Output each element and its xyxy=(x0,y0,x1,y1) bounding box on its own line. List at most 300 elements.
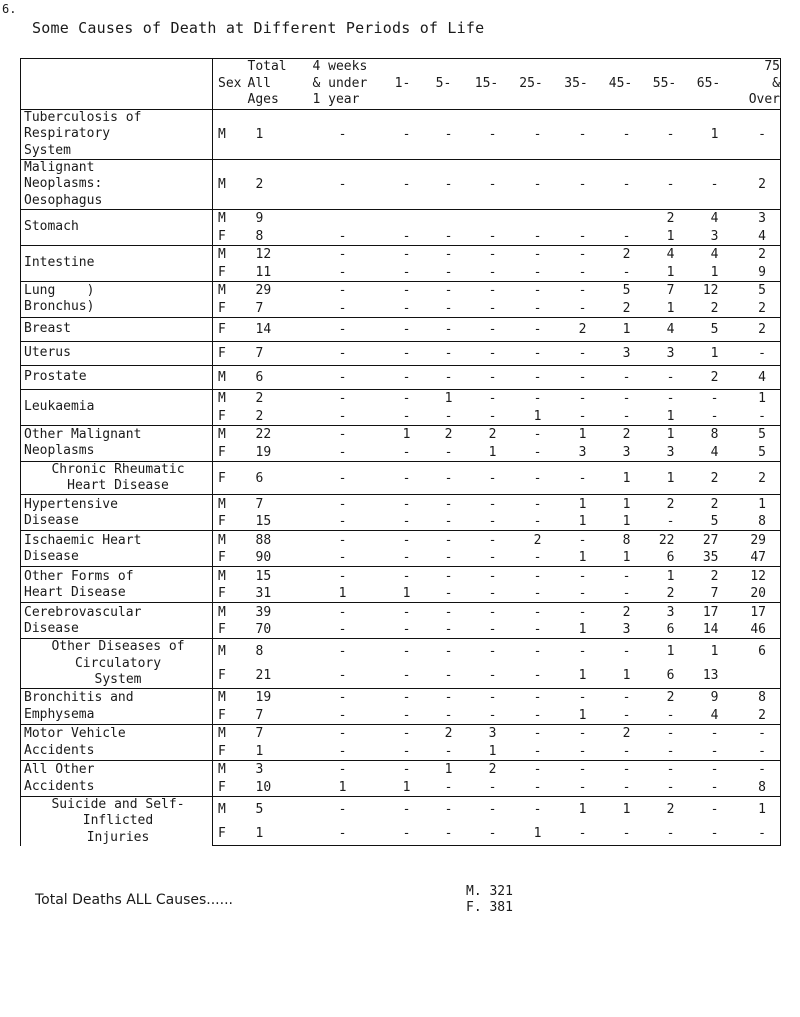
value-cell: - xyxy=(303,495,383,513)
value-cell: - xyxy=(465,689,509,707)
value-cell: 9 xyxy=(731,263,781,281)
value-cell: - xyxy=(423,159,465,209)
value-cell: - xyxy=(488,264,497,280)
cause-label xyxy=(21,389,213,425)
value-cell: - xyxy=(402,743,411,759)
value-cell: - xyxy=(444,514,453,530)
cause-label-line: Leukaemia xyxy=(24,399,95,415)
sex-cell: M xyxy=(213,109,248,159)
cause-label-line: Bronchus) xyxy=(24,299,95,315)
value-cell: 1 xyxy=(383,425,423,443)
value-cell: - xyxy=(423,109,465,159)
cause-label-line: Motor Vehicle xyxy=(24,726,126,742)
value-cell: 1 xyxy=(578,622,587,638)
value-cell: 2 xyxy=(599,245,643,263)
value-cell xyxy=(554,209,599,227)
value-cell: - xyxy=(622,707,631,723)
value-cell: - xyxy=(533,264,542,280)
cause-label-line: Emphysema xyxy=(24,706,95,722)
cause-label xyxy=(21,725,213,761)
value-cell: 6 xyxy=(666,668,675,684)
sex-cell: M xyxy=(213,689,248,707)
header-age-1: 1- xyxy=(383,59,423,110)
total-cell: 29 xyxy=(248,281,303,299)
value-cell: - xyxy=(554,531,599,549)
value-cell: - xyxy=(554,365,599,389)
value-cell: - xyxy=(465,531,509,549)
value-cell: 8 xyxy=(731,779,781,797)
total-cell: 2 xyxy=(248,159,303,209)
value-cell: 7 xyxy=(710,586,719,602)
sex-cell: F xyxy=(218,743,226,759)
value-cell: - xyxy=(444,779,453,795)
value-cell: 2 xyxy=(599,725,643,743)
value-cell: - xyxy=(731,743,781,761)
value-cell: - xyxy=(578,779,587,795)
value-cell: - xyxy=(488,228,497,244)
value-cell: - xyxy=(423,639,465,664)
value-cell: - xyxy=(731,761,781,779)
value-cell: 1 xyxy=(599,797,643,822)
value-cell: 6 xyxy=(666,622,675,638)
value-cell: - xyxy=(710,743,719,759)
value-cell: 1 xyxy=(643,639,687,664)
value-cell: - xyxy=(303,317,383,341)
sex-cell: F xyxy=(218,779,226,795)
value-cell: - xyxy=(383,317,423,341)
cause-label xyxy=(21,761,213,797)
total-cell: 7 xyxy=(255,300,264,316)
sex-cell: M xyxy=(213,159,248,209)
value-cell: 1 xyxy=(687,639,731,664)
value-cell: - xyxy=(710,779,719,795)
value-cell: 1 xyxy=(578,668,587,684)
value-cell: - xyxy=(303,567,383,585)
value-cell: 12 xyxy=(687,281,731,299)
value-cell: - xyxy=(554,389,599,407)
value-cell: 14 xyxy=(702,622,719,638)
total-cell: 14 xyxy=(248,317,303,341)
sex-cell: F xyxy=(213,317,248,341)
value-cell: - xyxy=(338,300,347,316)
value-cell: - xyxy=(554,689,599,707)
value-cell: - xyxy=(444,264,453,280)
value-cell: - xyxy=(383,567,423,585)
value-cell: 1 xyxy=(578,707,587,723)
cause-label xyxy=(21,797,213,846)
value-cell: - xyxy=(402,550,411,566)
value-cell: - xyxy=(423,461,465,495)
table-body xyxy=(21,109,781,846)
value-cell: - xyxy=(444,408,453,424)
value-cell: - xyxy=(383,689,423,707)
value-cell: - xyxy=(509,797,554,822)
value-cell: - xyxy=(578,408,587,424)
value-cell: 2 xyxy=(509,531,554,549)
value-cell: 1 xyxy=(578,514,587,530)
value-cell: 3 xyxy=(578,444,587,460)
value-cell: - xyxy=(710,408,719,424)
causes-of-death-table xyxy=(20,58,781,846)
value-cell: - xyxy=(444,444,453,460)
value-cell: - xyxy=(687,761,731,779)
value-cell: - xyxy=(338,444,347,460)
value-cell: - xyxy=(423,531,465,549)
value-cell: 1 xyxy=(423,761,465,779)
value-cell: 7 xyxy=(643,281,687,299)
value-cell: - xyxy=(423,689,465,707)
header-age-5: 5- xyxy=(423,59,465,110)
value-cell: - xyxy=(423,281,465,299)
value-cell: - xyxy=(578,264,587,280)
value-cell: 2 xyxy=(687,495,731,513)
value-cell: - xyxy=(465,109,509,159)
header-row xyxy=(21,59,781,110)
table-row xyxy=(21,603,781,621)
value-cell: - xyxy=(383,639,423,664)
value-cell: - xyxy=(533,779,542,795)
value-cell: 20 xyxy=(731,585,781,603)
cause-label-line: Hypertensive xyxy=(24,496,118,512)
value-cell: - xyxy=(465,317,509,341)
sex-cell: F xyxy=(213,821,248,846)
value-cell: - xyxy=(578,300,587,316)
value-cell: 1 xyxy=(666,300,675,316)
value-cell: 4 xyxy=(643,245,687,263)
value-cell: 1 xyxy=(554,495,599,513)
value-cell: 27 xyxy=(687,531,731,549)
value-cell: 4 xyxy=(710,707,719,723)
table-row xyxy=(21,425,781,443)
value-cell: 4 xyxy=(687,209,731,227)
cause-label-line: Disease xyxy=(24,512,79,528)
value-cell: - xyxy=(338,743,347,759)
value-cell: - xyxy=(303,365,383,389)
value-cell: - xyxy=(643,725,687,743)
sex-cell: M xyxy=(213,639,248,664)
value-cell: - xyxy=(554,341,599,365)
cause-label xyxy=(21,495,213,531)
value-cell: 3 xyxy=(666,444,675,460)
value-cell: - xyxy=(533,743,542,759)
value-cell: 5 xyxy=(599,281,643,299)
value-cell: 1 xyxy=(578,550,587,566)
value-cell: - xyxy=(488,707,497,723)
value-cell: - xyxy=(423,603,465,621)
value-cell: - xyxy=(599,389,643,407)
value-cell: 17 xyxy=(687,603,731,621)
value-cell: - xyxy=(488,550,497,566)
value-cell: - xyxy=(402,228,411,244)
value-cell: - xyxy=(599,689,643,707)
value-cell: - xyxy=(666,743,675,759)
value-cell: - xyxy=(533,668,542,684)
value-cell: 1 xyxy=(402,586,411,602)
value-cell: 1 xyxy=(687,341,731,365)
value-cell: - xyxy=(303,461,383,495)
table-row xyxy=(21,109,781,159)
total-cell: 7 xyxy=(248,341,303,365)
value-cell: - xyxy=(488,300,497,316)
value-cell: - xyxy=(402,300,411,316)
value-cell: 2 xyxy=(687,365,731,389)
value-cell: - xyxy=(599,159,643,209)
value-cell: 1 xyxy=(731,495,781,513)
value-cell: 1 xyxy=(666,228,675,244)
value-cell: - xyxy=(488,586,497,602)
value-cell: - xyxy=(533,514,542,530)
value-cell: 9 xyxy=(687,689,731,707)
sex-cell: M xyxy=(213,425,248,443)
value-cell: - xyxy=(444,668,453,684)
header-age-45: 45- xyxy=(599,59,643,110)
value-cell: - xyxy=(402,707,411,723)
value-cell: - xyxy=(303,389,383,407)
value-cell: 1 xyxy=(687,109,731,159)
cause-label xyxy=(21,365,213,389)
value-cell: 5 xyxy=(687,317,731,341)
sex-cell: F xyxy=(218,707,226,723)
total-cell: 31 xyxy=(255,586,272,602)
value-cell: - xyxy=(509,281,554,299)
cause-label-line: Uterus xyxy=(24,345,71,361)
value-cell: - xyxy=(383,495,423,513)
value-cell: 2 xyxy=(423,725,465,743)
value-cell: - xyxy=(554,245,599,263)
value-cell: - xyxy=(554,639,599,664)
total-cell: 2 xyxy=(248,389,303,407)
value-cell: - xyxy=(578,743,587,759)
total-cell: 2 xyxy=(255,408,264,424)
table-row xyxy=(21,209,781,227)
value-cell: - xyxy=(383,341,423,365)
sex-cell: F xyxy=(218,514,226,530)
cause-label-line: Prostate xyxy=(24,369,87,385)
value-cell: - xyxy=(423,797,465,822)
value-cell: 5 xyxy=(731,425,781,443)
sex-cell: F xyxy=(218,408,226,424)
value-cell: - xyxy=(465,639,509,664)
value-cell: - xyxy=(643,761,687,779)
value-cell: - xyxy=(554,159,599,209)
table-row xyxy=(21,365,781,389)
value-cell: - xyxy=(338,228,347,244)
value-cell: 2 xyxy=(622,300,631,316)
sex-cell: F xyxy=(218,586,226,602)
value-cell: - xyxy=(465,341,509,365)
value-cell: 2 xyxy=(731,461,781,495)
value-cell: - xyxy=(465,821,509,846)
value-cell: 3 xyxy=(643,341,687,365)
value-cell: - xyxy=(509,567,554,585)
sex-cell: F xyxy=(213,461,248,495)
value-cell: - xyxy=(554,281,599,299)
value-cell: - xyxy=(599,639,643,664)
table-row xyxy=(21,495,781,513)
value-cell: 4 xyxy=(710,444,719,460)
value-cell: 2 xyxy=(687,461,731,495)
value-cell: 3 xyxy=(622,444,631,460)
value-cell: - xyxy=(303,725,383,743)
table-row xyxy=(21,341,781,365)
value-cell: - xyxy=(687,725,731,743)
cause-label xyxy=(21,425,213,461)
sex-cell: M xyxy=(213,567,248,585)
value-cell: 46 xyxy=(731,621,781,639)
value-cell: - xyxy=(303,531,383,549)
cause-label xyxy=(21,159,213,209)
value-cell: 1 xyxy=(643,567,687,585)
value-cell: - xyxy=(383,725,423,743)
value-cell: - xyxy=(338,622,347,638)
value-cell: - xyxy=(643,159,687,209)
value-cell: 1 xyxy=(710,264,719,280)
value-cell: - xyxy=(622,743,631,759)
value-cell: - xyxy=(303,281,383,299)
value-cell xyxy=(303,209,383,227)
value-cell: - xyxy=(465,159,509,209)
total-cell: 8 xyxy=(255,228,264,244)
value-cell: - xyxy=(465,495,509,513)
value-cell: - xyxy=(509,365,554,389)
value-cell: - xyxy=(465,389,509,407)
value-cell: - xyxy=(731,725,781,743)
value-cell: - xyxy=(465,365,509,389)
value-cell: - xyxy=(338,707,347,723)
cause-label-line: Accidents xyxy=(24,742,95,758)
value-cell: - xyxy=(643,821,687,846)
cause-label-line: Stomach xyxy=(24,219,79,235)
value-cell: - xyxy=(687,797,731,822)
table-row xyxy=(21,761,781,779)
table-row xyxy=(21,245,781,263)
value-cell: - xyxy=(423,317,465,341)
total-cell: 1 xyxy=(255,743,264,759)
value-cell: 1 xyxy=(622,550,631,566)
value-cell: - xyxy=(643,389,687,407)
cause-label-line: Malignant xyxy=(24,160,95,175)
cause-label-line: Ischaemic Heart xyxy=(24,532,142,548)
cause-label xyxy=(21,531,213,567)
value-cell: - xyxy=(488,622,497,638)
value-cell: 47 xyxy=(731,549,781,567)
value-cell: 1 xyxy=(509,821,554,846)
value-cell xyxy=(599,209,643,227)
value-cell: 2 xyxy=(731,159,781,209)
value-cell: - xyxy=(599,761,643,779)
value-cell: 2 xyxy=(643,797,687,822)
table-row xyxy=(21,689,781,707)
value-cell: - xyxy=(402,622,411,638)
value-cell: 5 xyxy=(710,514,719,530)
cause-label-line: Heart Disease xyxy=(24,584,126,600)
value-cell: - xyxy=(599,567,643,585)
value-cell: 3 xyxy=(643,603,687,621)
cause-label xyxy=(21,281,213,317)
value-cell: 17 xyxy=(731,603,781,621)
total-cell: 19 xyxy=(248,689,303,707)
value-cell: - xyxy=(465,281,509,299)
sex-cell: F xyxy=(218,228,226,244)
total-cell: 1 xyxy=(248,109,303,159)
table-row xyxy=(21,797,781,822)
value-cell: - xyxy=(533,444,542,460)
header-age-65: 65- xyxy=(687,59,731,110)
total-cell: 19 xyxy=(255,444,272,460)
value-cell: - xyxy=(687,159,731,209)
value-cell: 2 xyxy=(731,299,781,317)
cause-label xyxy=(21,689,213,725)
cause-label xyxy=(21,317,213,341)
cause-label-line: Neoplasms: xyxy=(24,176,103,192)
value-cell: 5 xyxy=(731,443,781,461)
value-cell: - xyxy=(444,228,453,244)
value-cell: - xyxy=(509,109,554,159)
value-cell: 2 xyxy=(643,689,687,707)
value-cell: - xyxy=(687,821,731,846)
value-cell: 1 xyxy=(554,425,599,443)
cause-label-line: Tuberculosis of xyxy=(24,110,142,125)
sex-cell: M xyxy=(213,281,248,299)
total-cell: 90 xyxy=(255,550,272,566)
value-cell: - xyxy=(338,514,347,530)
total-cell: 21 xyxy=(255,668,272,684)
cause-label xyxy=(21,603,213,639)
value-cell: 1 xyxy=(488,743,497,759)
sex-cell: F xyxy=(218,444,226,460)
total-deaths-label: Total Deaths ALL Causes...... xyxy=(35,892,233,908)
value-cell: 22 xyxy=(643,531,687,549)
value-cell: - xyxy=(599,365,643,389)
value-cell: 8 xyxy=(731,513,781,531)
value-cell: - xyxy=(622,264,631,280)
page-title: Some Causes of Death at Different Periods of Life xyxy=(32,19,485,37)
value-cell: - xyxy=(383,159,423,209)
sex-cell: M xyxy=(213,389,248,407)
total-cell: 8 xyxy=(248,639,303,664)
value-cell: - xyxy=(622,408,631,424)
total-cell: 11 xyxy=(255,264,272,280)
sex-cell: F xyxy=(213,341,248,365)
value-cell: - xyxy=(465,245,509,263)
page-number: 6. xyxy=(2,2,17,16)
value-cell: - xyxy=(509,495,554,513)
value-cell: - xyxy=(509,159,554,209)
value-cell: - xyxy=(402,444,411,460)
value-cell: - xyxy=(533,622,542,638)
value-cell: - xyxy=(444,550,453,566)
value-cell: 2 xyxy=(599,425,643,443)
value-cell: - xyxy=(465,603,509,621)
value-cell: - xyxy=(402,514,411,530)
value-cell: - xyxy=(383,531,423,549)
total-cell: 7 xyxy=(248,495,303,513)
value-cell: 1 xyxy=(643,425,687,443)
sex-cell: F xyxy=(218,300,226,316)
header-sex: Sex xyxy=(213,59,248,110)
value-cell: - xyxy=(666,779,675,795)
sex-cell: M xyxy=(213,761,248,779)
value-cell: 1 xyxy=(554,797,599,822)
cause-label xyxy=(21,639,213,689)
value-cell: - xyxy=(444,586,453,602)
value-cell: - xyxy=(509,761,554,779)
cause-label-line: Chronic Rheumatic xyxy=(51,461,185,477)
value-cell: - xyxy=(303,761,383,779)
header-cause-blank xyxy=(21,59,213,110)
cause-label-line: Suicide and Self- xyxy=(51,797,185,813)
value-cell: - xyxy=(465,567,509,585)
